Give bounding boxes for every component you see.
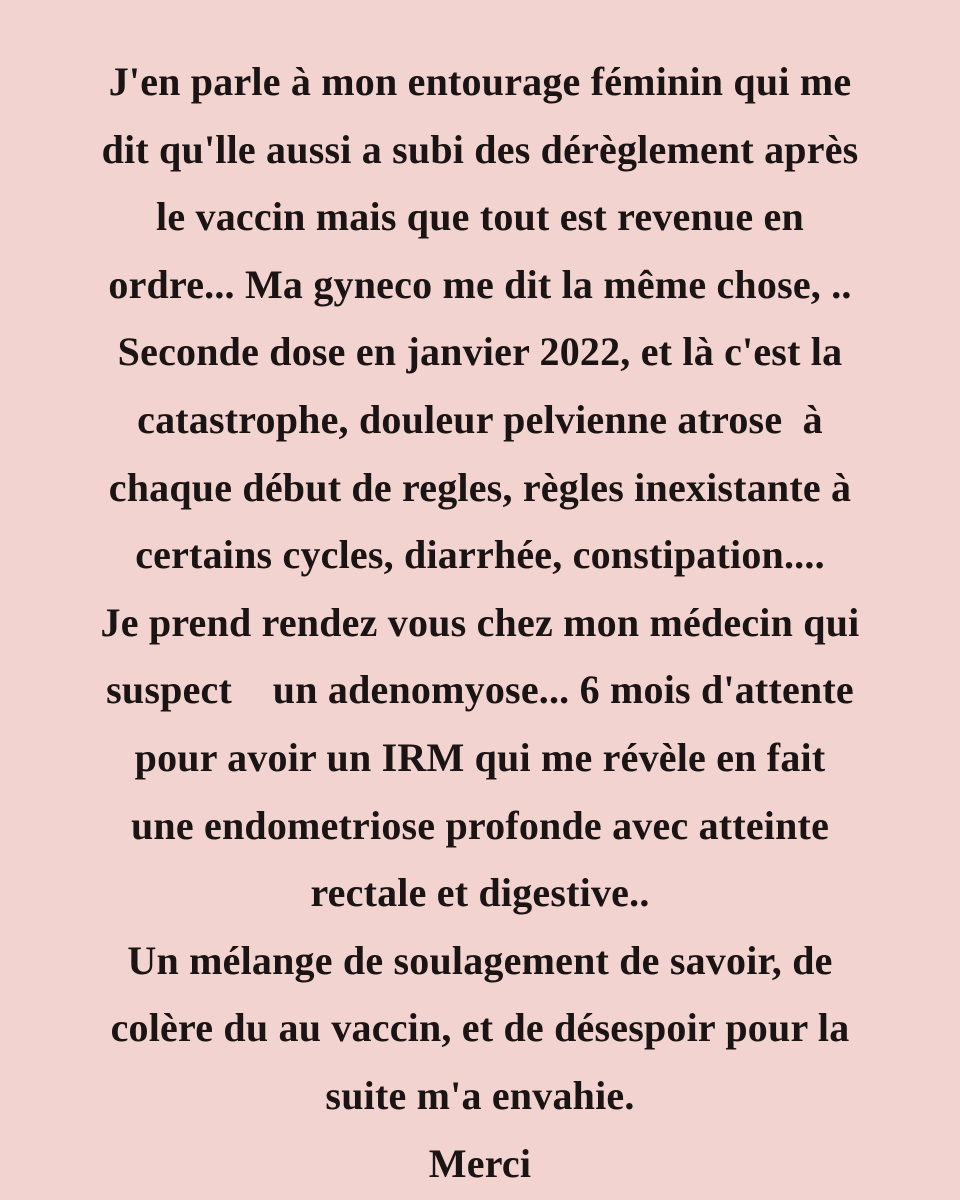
text-line: ordre... Ma gyneco me dit la même chose, .. [108,261,852,307]
text-line: J'en parle à mon entourage féminin qui me [108,59,852,104]
text-line: pour avoir un IRM qui me révèle en fait [134,734,826,780]
text-line: Je prend rendez vous chez mon médecin qui [100,599,860,645]
text-line: suspect un adenomyose... 6 mois d'attente [106,667,854,713]
text-line: Un mélange de soulagement de savoir, de [127,937,833,983]
signoff-text: Merci [428,1140,532,1186]
text-line: Seconde dose en janvier 2022, et là c'est la [117,329,843,375]
text-line: dit qu'lle aussi a subi des dérèglement après [101,126,859,172]
text-line: le vaccin mais que tout est revenue en [156,194,804,240]
text-line: une endometriose profonde avec atteinte [130,802,830,848]
text-line: suite m'a envahie. [325,1072,635,1118]
text-line: colère du au vaccin, et de désespoir pour la [110,1005,850,1051]
text-line: rectale et digestive.. [310,870,650,916]
testimony-text-block [0,48,960,1197]
text-line: catastrophe, douleur pelvienne atrose à [137,396,823,442]
text-line: certains cycles, diarrhée, constipation.... [135,532,825,578]
text-line: chaque début de regles, règles inexistante à [108,464,852,510]
